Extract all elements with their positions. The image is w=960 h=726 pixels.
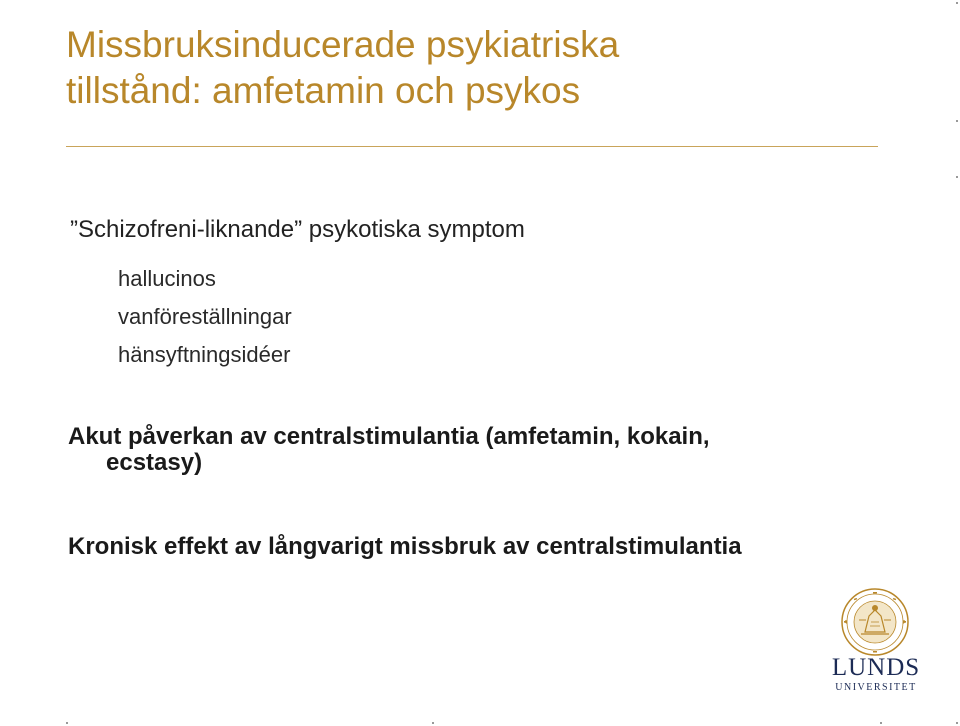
symptom-heading: ”Schizofreni-liknande” psykotiska symptom <box>70 216 525 243</box>
edge-mark <box>956 2 958 4</box>
slide-title <box>66 22 906 114</box>
symptom-item-vanforestallningar: vanföreställningar <box>118 304 292 329</box>
edge-mark <box>956 176 958 178</box>
logo-subtitle: UNIVERSITET <box>835 682 917 693</box>
acute-effect-item <box>68 424 848 476</box>
title-line-1: Missbruksinducerade psykiatriska <box>66 24 620 65</box>
logo-name: LUNDS <box>831 654 921 681</box>
acute-effect-line-1: Akut påverkan av centralstimulantia (amfetamin, kokain, <box>68 423 710 450</box>
edge-mark <box>880 722 882 724</box>
edge-mark <box>432 722 434 724</box>
edge-mark <box>66 722 68 724</box>
symptom-item-hansyftningsideer: hänsyftningsidéer <box>118 342 291 367</box>
edge-mark <box>956 120 958 122</box>
acute-effect-line-2: ecstasy) <box>106 449 203 476</box>
chronic-effect-item: Kronisk effekt av långvarigt missbruk av centralstimulantia <box>68 533 742 560</box>
symptom-item-hallucinos: hallucinos <box>118 266 216 291</box>
title-line-2: tillstånd: amfetamin och psykos <box>66 70 581 111</box>
symptom-list <box>118 260 292 374</box>
title-divider <box>66 146 878 147</box>
edge-mark <box>956 722 958 724</box>
